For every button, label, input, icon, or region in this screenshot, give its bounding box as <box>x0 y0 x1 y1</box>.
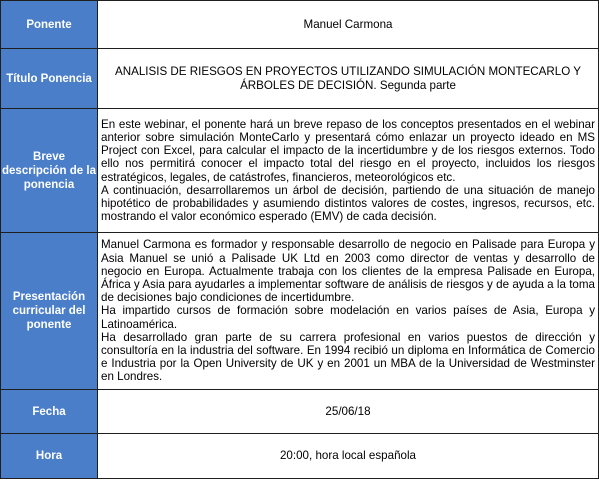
table-row <box>1 434 599 479</box>
table-row <box>1 390 599 434</box>
fecha-label: Fecha <box>1 390 98 434</box>
ponente-value: Manuel Carmona <box>98 1 599 49</box>
presentacion-paragraph-3: Ha desarrollado gran parte de su carrera profesional en varios puestos de dirección y consultoría en la industria del software. En 1994 recibió un diploma en Informática de Comercio e Industria por la Open University de UK y en 2001 un MBA de la Universidad de Westminster en Londres. <box>101 330 595 384</box>
table-row <box>1 233 599 390</box>
presentacion-label: Presentación curricular del ponente <box>1 233 98 390</box>
breve-label: Breve descripción de la ponencia <box>1 109 98 233</box>
presentacion-value <box>98 233 599 390</box>
fecha-value: 25/06/18 <box>98 390 599 434</box>
table-row <box>1 1 599 49</box>
breve-value <box>98 109 599 233</box>
presentacion-paragraph-2: Ha impartido cursos de formación sobre modelación en varios países de Asia, Europa y Latinoamérica. <box>101 304 595 331</box>
breve-paragraph-2: A continuación, desarrollaremos un árbol de decisión, partiendo de una situación de manejo hipotético de probabilidades y asumiendo distintos valores de costes, ingresos, recursos, etc. mostrando el valor económico esperado (EMV) de cada decisión. <box>101 183 595 224</box>
ponente-label: Ponente <box>1 1 98 49</box>
table-row <box>1 49 599 109</box>
hora-value: 20:00, hora local española <box>98 434 599 479</box>
breve-paragraph-1: En este webinar, el ponente hará un breve repaso de los conceptos presentados en el webinar anterior sobre simulación MonteCarlo y presentará cómo enlazar un proyecto ideado en MS Project con Excel, para calcular el impacto de la incertidumbre y de los riesgos externos. Todo ello nos permitirá conocer el impacto total del riesgo en el proyecto, incluidos los riesgos estratégicos, legales, de catástrofes, financieros, meteorológicos etc. <box>101 117 595 184</box>
titulo-label: Título Ponencia <box>1 49 98 109</box>
presentacion-paragraph-1: Manuel Carmona es formador y responsable desarrollo de negocio en Palisade para Europa y Asia Manuel se unió a Palisade UK Ltd en 2003 como director de ventas y desarrollo de negocio en Europa. Actualmente trabaja con los clientes de la empresa Palisade en Europa, África y Asia para ayudarles a implementar software de análisis de riesgos y de ayuda a la toma de decisiones bajo condiciones de incertidumbre. <box>101 238 595 305</box>
hora-label: Hora <box>1 434 98 479</box>
table-row <box>1 109 599 233</box>
titulo-value: ANALISIS DE RIESGOS EN PROYECTOS UTILIZANDO SIMULACIÓN MONTECARLO Y ÁRBOLES DE DECISIÓN. Segunda parte <box>98 49 599 109</box>
